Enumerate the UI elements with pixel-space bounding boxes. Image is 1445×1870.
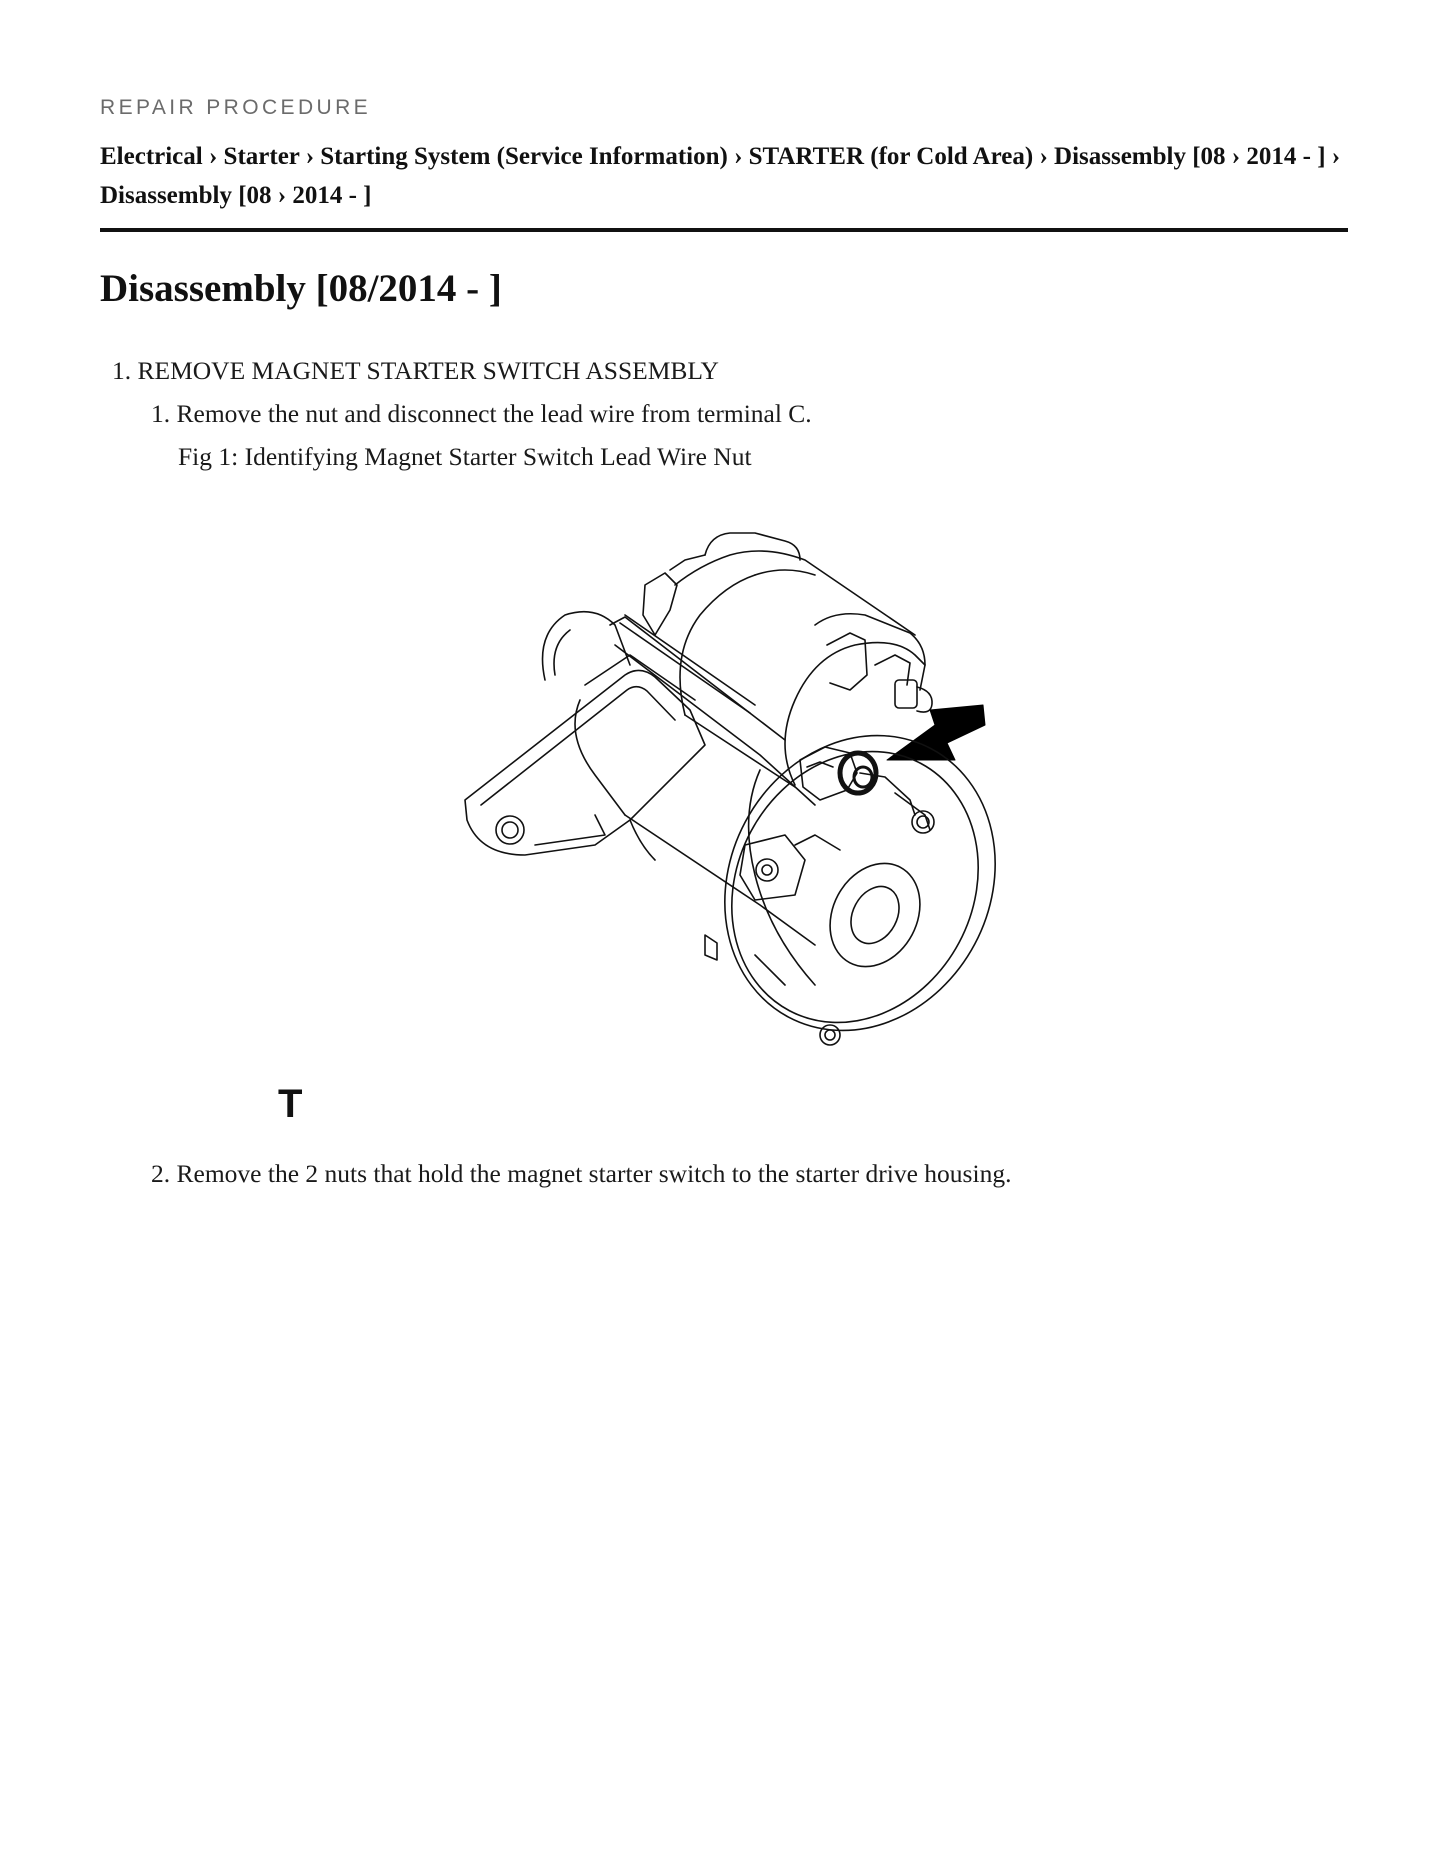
step-1-number: 1. <box>112 356 132 385</box>
header-divider <box>100 228 1348 232</box>
substep-1-2-number: 2. <box>151 1159 171 1188</box>
figure-caption: Fig 1: Identifying Magnet Starter Switch Lead Wire Nut <box>178 442 752 471</box>
substep-1-2-text: Remove the 2 nuts that hold the magnet starter switch to the starter drive housing. <box>176 1159 1012 1188</box>
section-eyebrow: REPAIR PROCEDURE <box>100 96 372 119</box>
figure-letter: T <box>278 1082 303 1126</box>
step-1 <box>112 354 719 388</box>
page-title: Disassembly [08/2014 - ] <box>100 267 502 310</box>
substep-1-1-number: 1. <box>151 399 171 428</box>
starter-motor-figure <box>455 515 1160 1070</box>
substep-1-1-text: Remove the nut and disconnect the lead wire from terminal C. <box>176 399 812 428</box>
substep-1-1 <box>151 397 812 431</box>
step-1-text: REMOVE MAGNET STARTER SWITCH ASSEMBLY <box>137 356 719 385</box>
substep-1-2 <box>151 1157 1011 1191</box>
breadcrumb: Electrical › Starter › Starting System (Service Information) › STARTER (for Cold Area) › Disassembly [08 › 2014 - ] › Disassembly [08 › 2014 - ] <box>100 143 1341 209</box>
starter-motor-icon <box>455 515 1160 1070</box>
